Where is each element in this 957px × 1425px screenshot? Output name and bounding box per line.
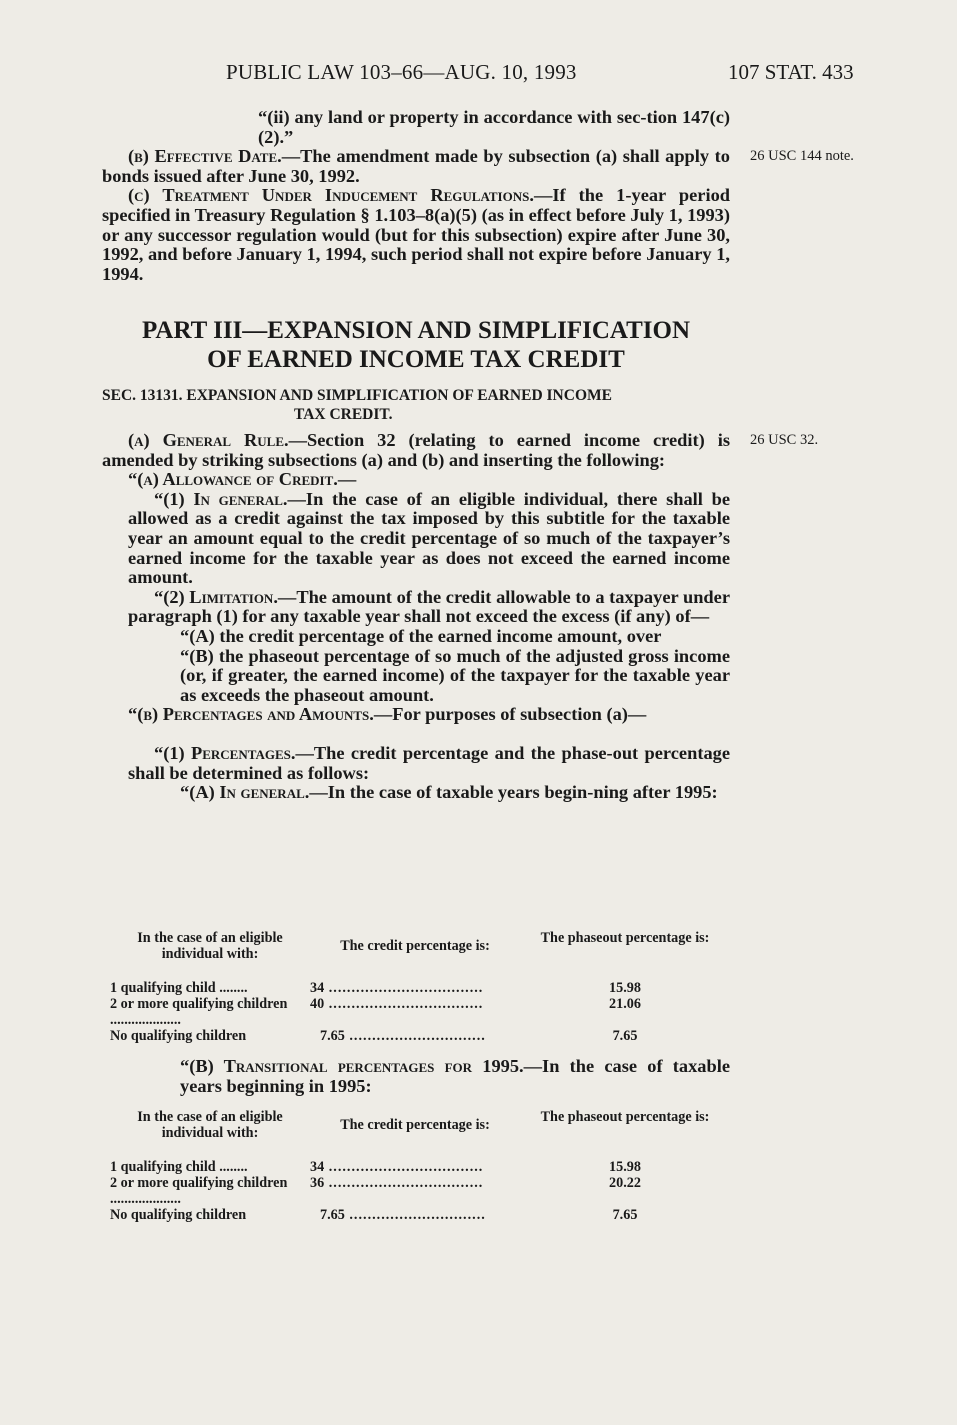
margin-note-2: 26 USC 32. <box>750 432 819 448</box>
table-b-row1-who: 1 qualifying child ........ <box>110 1159 248 1175</box>
table-b-row2-phaseout: 20.22 <box>609 1175 641 1191</box>
table-b-col2-header: The credit percentage is: <box>340 1117 490 1133</box>
table-b-row3-who: No qualifying children <box>110 1207 247 1223</box>
table-a-row3-credit: 7.65 .............................. <box>320 1028 486 1044</box>
rate-table-b <box>110 1109 730 1223</box>
table-a-header-row <box>110 930 730 962</box>
subsection-b-text: —The amendment made by subsection (a) shall apply to bonds issued after June 30, 1992. <box>102 146 730 186</box>
section-heading-line1: SEC. 13131. EXPANSION AND SIMPLIFICATION OF EARNED INCOME <box>102 387 612 404</box>
in-general-a-label: “(A) In general. <box>180 782 310 803</box>
part-heading-line1: PART III—EXPANSION AND SIMPLIFICATION <box>141 317 691 344</box>
table-a-row1-phaseout: 15.98 <box>609 980 641 996</box>
allowance-heading <box>102 470 730 490</box>
table-a-col2-header: The credit percentage is: <box>340 938 490 954</box>
credit-value: 7.65 <box>320 1207 345 1223</box>
paragraph-1-label: “(1) In general. <box>154 488 288 509</box>
allowance-label: “(a) Allowance of Credit.— <box>128 469 357 490</box>
table-b-col1-header: In the case of an eligible individual with: <box>137 1109 283 1141</box>
subpara-a: “(A) the credit percentage of the earned income amount, over <box>180 625 662 646</box>
table-b-col3-header: The phaseout percentage is: <box>540 1109 710 1125</box>
table-b-row3-credit: 7.65 .............................. <box>320 1207 486 1223</box>
general-rule <box>102 431 730 470</box>
general-rule-text: —Section 32 (relating to earned income credit) is amended by striking subsections (a) and (b) and inserting the following: <box>102 430 730 470</box>
header-title: PUBLIC LAW 103–66—AUG. 10, 1993 <box>226 60 577 84</box>
percentages-paragraph <box>102 744 730 783</box>
table-b-row3-phaseout: 7.65 <box>612 1207 638 1223</box>
credit-value: 34 <box>310 1159 325 1175</box>
part-heading <box>102 316 730 374</box>
subsection-b-percentages <box>102 705 730 725</box>
paragraph-1-text: —In the case of an eligible individual, there shall be allowed as a credit against the tax imposed by this subtitle for the taxable year an amount equal to the credit percentage of so much of the taxpayer’s earned income for the taxable year as does not exceed the earned income amount. <box>128 488 730 588</box>
credit-value: 34 <box>310 980 325 996</box>
table-a-row1-who: 1 qualifying child ........ <box>110 980 248 996</box>
percentages-label: “(1) Percentages. <box>154 742 296 763</box>
header-stat-citation: 107 STAT. 433 <box>728 60 854 84</box>
table-b-row1-credit: 34 .................................. <box>310 1159 484 1175</box>
section-heading <box>102 386 730 424</box>
part-heading-line2: OF EARNED INCOME TAX CREDIT <box>207 346 625 373</box>
percentages-text: —The credit percentage and the phase-out percentage shall be determined as follows: <box>128 742 730 783</box>
paragraph-2-label: “(2) Limitation. <box>154 586 278 607</box>
table-a-row2-who: 2 or more qualifying children .................... <box>110 996 288 1028</box>
subsection-c-text: —If the 1-year period specified in Treasury Regulation § 1.103–8(a)(5) (as in effect before July 1, 1993) or any successor regulation would (but for this subsection) expire after June 30, 1992, and before January 1, 1994, such period shall not expire before January 1, 1994. <box>102 185 730 284</box>
table-a-col3-header: The phaseout percentage is: <box>540 930 710 946</box>
table-a-row3-who: No qualifying children <box>110 1028 247 1044</box>
section-text-main <box>102 431 730 803</box>
subsection-b-label: (b) Effective Date. <box>128 146 282 167</box>
table-row <box>110 1159 730 1175</box>
transitional-b-label: “(B) Transitional percentages for 1995. <box>180 1056 524 1076</box>
in-general-a <box>102 783 730 803</box>
table-b-row1-phaseout: 15.98 <box>609 1159 641 1175</box>
rate-table-a <box>110 930 730 1044</box>
table-a-row2-credit: 40 .................................. <box>310 996 484 1012</box>
subsection-b <box>102 147 730 186</box>
paragraph-1 <box>102 490 730 588</box>
section-heading-line2: TAX CREDIT. <box>294 406 393 423</box>
page-header <box>0 60 957 90</box>
margin-note-1: 26 USC 144 note. <box>750 148 854 164</box>
percentages-amounts-text: —For purposes of subsection (a)— <box>373 704 647 725</box>
table-a-row1-credit: 34 .................................. <box>310 980 484 996</box>
table-a-col1-header: In the case of an eligible individual with: <box>137 930 283 962</box>
credit-value: 7.65 <box>320 1028 345 1044</box>
subsection-c-label: (c) Treatment Under Inducement Regulations. <box>128 185 534 206</box>
subpara-b: “(B) the phaseout percentage of so much of the adjusted gross income (or, if greater, the earned income) of the taxpayer for the taxable year as exceeds the phaseout amount. <box>180 645 730 705</box>
paragraph-2-text: —The amount of the credit allowable to a taxpayer under paragraph (1) for any taxable year shall not exceed the excess (if any) of— <box>128 586 730 627</box>
transitional-b-text: —In the case of taxable years beginning in 1995: <box>180 1056 731 1096</box>
table-row <box>110 1175 730 1207</box>
table-b-header-row <box>110 1109 730 1141</box>
credit-value: 40 <box>310 996 325 1012</box>
table-a-row3-phaseout: 7.65 <box>612 1028 638 1044</box>
section-text-top <box>102 108 730 284</box>
credit-value: 36 <box>310 1175 325 1191</box>
table-a-row2-phaseout: 21.06 <box>609 996 641 1012</box>
general-rule-label: (a) General Rule. <box>128 430 289 450</box>
percentages-amounts-label: “(b) Percentages and Amounts. <box>128 704 374 725</box>
in-general-a-text: —In the case of taxable years begin-ning after 1995: <box>309 782 718 803</box>
transitional-b <box>102 1057 730 1096</box>
paragraph-2 <box>102 588 730 627</box>
table-row <box>110 996 730 1028</box>
transitional-block <box>102 1057 730 1096</box>
table-row <box>110 1207 730 1223</box>
table-b-row2-credit: 36 .................................. <box>310 1175 484 1191</box>
subsection-c <box>102 186 730 284</box>
clause-ii: “(ii) any land or property in accordance with sec-tion 147(c)(2).” <box>258 107 730 147</box>
table-row <box>110 1028 730 1044</box>
table-row <box>110 980 730 996</box>
table-b-row2-who: 2 or more qualifying children .................... <box>110 1175 288 1207</box>
